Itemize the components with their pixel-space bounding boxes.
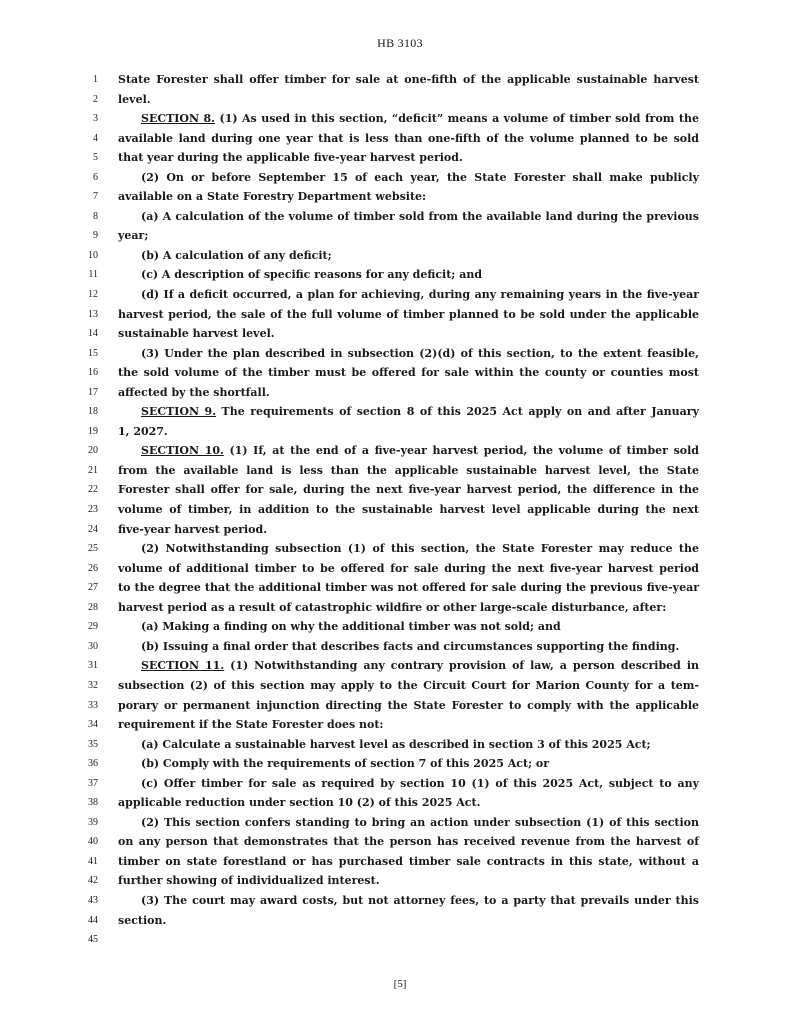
section-heading: SECTION 8. xyxy=(141,112,216,126)
line-text xyxy=(141,891,699,911)
line-text xyxy=(118,696,699,716)
line-body: available on a State Forestry Department website: xyxy=(118,190,427,204)
line-number: 21 xyxy=(88,464,98,476)
line-body: section. xyxy=(118,913,167,927)
line-text xyxy=(118,832,699,852)
line-text xyxy=(118,90,699,110)
line-number: 4 xyxy=(93,132,98,144)
document-line xyxy=(0,598,800,618)
line-number: 13 xyxy=(88,308,98,320)
line-number: 17 xyxy=(88,386,98,398)
page-header: HB 3103 xyxy=(377,36,423,50)
line-number: 35 xyxy=(88,738,98,750)
line-body: timber on state forestland or has purchased timber sale contracts in this state, without a xyxy=(118,854,699,868)
line-text xyxy=(141,285,699,305)
line-number: 9 xyxy=(93,230,98,242)
line-text xyxy=(141,754,699,774)
document-line xyxy=(0,793,800,813)
document-line xyxy=(0,754,800,774)
line-number: 44 xyxy=(88,914,98,926)
line-text xyxy=(118,129,699,149)
line-number: 37 xyxy=(88,777,98,789)
line-number: 25 xyxy=(88,543,98,555)
line-text xyxy=(118,480,699,500)
line-text xyxy=(118,422,699,442)
line-text xyxy=(141,402,699,422)
line-text xyxy=(141,813,699,833)
document-line xyxy=(0,226,800,246)
line-body: (2) Notwithstanding subsection (1) of this section, the State Forester may reduce the xyxy=(141,542,699,556)
line-body: (b) A calculation of any deficit; xyxy=(141,248,332,262)
line-text xyxy=(141,637,699,657)
document-line xyxy=(0,207,800,227)
line-text xyxy=(118,363,699,383)
document-line xyxy=(0,930,800,950)
line-body: harvest period as a result of catastrophic wildfire or other large-scale disturbance, after: xyxy=(118,600,667,614)
line-number: 43 xyxy=(88,894,98,906)
document-line xyxy=(0,735,800,755)
line-number: 34 xyxy=(88,719,98,731)
line-number: 14 xyxy=(88,328,98,340)
line-body: (2) On or before September 15 of each year, the State Forester shall make publicly xyxy=(141,170,699,184)
line-text xyxy=(141,344,699,364)
line-body: five-year harvest period. xyxy=(118,522,268,536)
line-text xyxy=(141,246,699,266)
line-text xyxy=(118,715,699,735)
document-line xyxy=(0,246,800,266)
document-line xyxy=(0,324,800,344)
line-body: State Forester shall offer timber for sale at one-fifth of the applicable sustainable harvest xyxy=(118,73,699,86)
line-body: 1, 2027. xyxy=(118,424,168,438)
document-line xyxy=(0,422,800,442)
line-text xyxy=(118,383,699,403)
line-text xyxy=(141,265,699,285)
line-text xyxy=(141,735,699,755)
line-number: 12 xyxy=(88,289,98,301)
document-line xyxy=(0,90,800,110)
line-text xyxy=(118,187,699,207)
line-text xyxy=(118,578,699,598)
line-text xyxy=(118,676,699,696)
line-number: 45 xyxy=(88,934,98,946)
document-line xyxy=(0,871,800,891)
line-number: 15 xyxy=(88,347,98,359)
line-number: 26 xyxy=(88,562,98,574)
line-body: (d) If a deficit occurred, a plan for achieving, during any remaining years in the five-year xyxy=(141,288,699,302)
line-number: 39 xyxy=(88,816,98,828)
line-body: on any person that demonstrates that the person has received revenue from the harvest of xyxy=(118,835,699,849)
document-line xyxy=(0,70,800,90)
line-number: 23 xyxy=(88,504,98,516)
line-body: (1) If, at the end of a five-year harvest period, the volume of timber sold xyxy=(223,444,699,458)
document-line xyxy=(0,363,800,383)
line-number: 42 xyxy=(88,875,98,887)
line-body: that year during the applicable five-year harvest period. xyxy=(118,151,463,165)
line-text xyxy=(118,871,699,891)
line-text xyxy=(118,598,699,618)
document-body xyxy=(0,70,800,950)
line-body: further showing of individualized interest. xyxy=(118,874,380,888)
line-number: 22 xyxy=(88,484,98,496)
document-line xyxy=(0,148,800,168)
line-text xyxy=(118,793,699,813)
line-text xyxy=(118,911,699,931)
line-text xyxy=(118,70,699,90)
line-number: 8 xyxy=(93,210,98,222)
document-line xyxy=(0,852,800,872)
line-text xyxy=(118,559,699,579)
line-number: 3 xyxy=(93,113,98,125)
document-line xyxy=(0,383,800,403)
document-line xyxy=(0,265,800,285)
line-body: applicable reduction under section 10 (2) of this 2025 Act. xyxy=(118,796,481,810)
line-body: (2) This section confers standing to bring an action under subsection (1) of this section xyxy=(141,815,699,829)
document-line xyxy=(0,656,800,676)
line-number: 20 xyxy=(88,445,98,457)
line-text xyxy=(141,617,699,637)
line-number: 29 xyxy=(88,621,98,633)
line-body: (a) Calculate a sustainable harvest level as described in section 3 of this 2025 Act; xyxy=(141,737,651,751)
line-number: 28 xyxy=(88,601,98,613)
line-body: affected by the shortfall. xyxy=(118,385,270,399)
document-line xyxy=(0,813,800,833)
document-line xyxy=(0,676,800,696)
line-number: 30 xyxy=(88,640,98,652)
line-body: (3) The court may award costs, but not attorney fees, to a party that prevails under this xyxy=(141,893,699,907)
section-heading: SECTION 9. xyxy=(141,405,217,419)
line-body: (1) Notwithstanding any contrary provision of law, a person described in xyxy=(224,659,699,673)
line-number: 1 xyxy=(93,74,98,85)
line-body: available land during one year that is less than one-fifth of the volume planned to be sold xyxy=(118,131,699,145)
document-line xyxy=(0,539,800,559)
line-number: 16 xyxy=(88,367,98,379)
line-body: (b) Comply with the requirements of section 7 of this 2025 Act; or xyxy=(141,757,550,771)
line-text xyxy=(118,226,699,246)
line-text xyxy=(141,774,699,794)
line-text xyxy=(118,500,699,520)
line-text xyxy=(118,148,699,168)
document-line xyxy=(0,344,800,364)
line-number: 2 xyxy=(93,93,98,105)
line-text xyxy=(118,520,699,540)
line-number: 11 xyxy=(88,269,98,281)
line-body: subsection (2) of this section may apply to the Circuit Court for Marion County for a tem- xyxy=(118,678,699,692)
line-body: level. xyxy=(118,92,151,106)
document-line xyxy=(0,617,800,637)
document-line xyxy=(0,305,800,325)
section-heading: SECTION 10. xyxy=(141,444,224,458)
line-number: 19 xyxy=(88,425,98,437)
document-line xyxy=(0,637,800,657)
line-number: 38 xyxy=(88,797,98,809)
line-number: 32 xyxy=(88,679,98,691)
document-line xyxy=(0,696,800,716)
document-line xyxy=(0,911,800,931)
section-heading: SECTION 11. xyxy=(141,659,225,673)
line-body: (c) Offer timber for sale as required by section 10 (1) of this 2025 Act, subject to any xyxy=(141,776,699,790)
line-text xyxy=(141,656,699,676)
line-number: 24 xyxy=(88,523,98,535)
document-line xyxy=(0,109,800,129)
line-text xyxy=(141,539,699,559)
line-text xyxy=(141,109,699,129)
document-line xyxy=(0,461,800,481)
line-body: requirement if the State Forester does not: xyxy=(118,718,384,732)
document-line xyxy=(0,480,800,500)
line-number: 7 xyxy=(93,191,98,203)
line-number: 40 xyxy=(88,836,98,848)
line-text xyxy=(118,305,699,325)
document-line xyxy=(0,578,800,598)
line-body: sustainable harvest level. xyxy=(118,327,275,341)
line-body: volume of additional timber to be offered for sale during the next five-year harvest period xyxy=(118,561,699,575)
document-line xyxy=(0,832,800,852)
document-line xyxy=(0,559,800,579)
line-text xyxy=(141,168,699,188)
line-body: (3) Under the plan described in subsection (2)(d) of this section, to the extent feasible, xyxy=(141,346,699,360)
line-body: year; xyxy=(118,229,149,243)
line-body: to the degree that the additional timber was not offered for sale during the previous five-year xyxy=(118,581,699,595)
line-text xyxy=(118,324,699,344)
document-line xyxy=(0,715,800,735)
line-body: (a) A calculation of the volume of timber sold from the available land during the previous xyxy=(141,209,699,223)
document-line xyxy=(0,774,800,794)
line-number: 18 xyxy=(88,406,98,418)
line-text xyxy=(118,852,699,872)
document-line xyxy=(0,891,800,911)
line-body: Forester shall offer for sale, during the next five-year harvest period, the difference in the xyxy=(118,483,699,497)
line-number: 5 xyxy=(93,152,98,164)
document-line xyxy=(0,441,800,461)
line-body: (c) A description of specific reasons for any deficit; and xyxy=(141,268,483,282)
line-text xyxy=(118,461,699,481)
line-body: (1) As used in this section, “deficit” means a volume of timber sold from the xyxy=(215,112,699,126)
line-number: 31 xyxy=(88,660,98,672)
line-number: 36 xyxy=(88,758,98,770)
line-text xyxy=(141,207,699,227)
line-body: (a) Making a finding on why the additional timber was not sold; and xyxy=(141,620,561,634)
line-body: harvest period, the sale of the full volume of timber planned to be sold under the applicable xyxy=(118,307,699,321)
document-line xyxy=(0,402,800,422)
document-line xyxy=(0,168,800,188)
line-number: 27 xyxy=(88,582,98,594)
document-line xyxy=(0,129,800,149)
document-line xyxy=(0,187,800,207)
line-body: (b) Issuing a final order that describes facts and circumstances supporting the finding. xyxy=(141,639,680,653)
line-body: The requirements of section 8 of this 2025 Act apply on and after January xyxy=(216,405,699,419)
line-body: volume of timber, in addition to the sustainable harvest level applicable during the next xyxy=(118,503,699,517)
line-text xyxy=(141,441,699,461)
document-line xyxy=(0,520,800,540)
line-number: 33 xyxy=(88,699,98,711)
line-body: porary or permanent injunction directing the State Forester to comply with the applicable xyxy=(118,698,699,712)
document-line xyxy=(0,285,800,305)
page-number: [5] xyxy=(393,978,407,990)
line-number: 10 xyxy=(88,249,98,261)
line-body: from the available land is less than the applicable sustainable harvest level, the State xyxy=(118,463,699,477)
line-body: the sold volume of the timber must be offered for sale within the county or counties most xyxy=(118,366,699,380)
line-number: 41 xyxy=(88,855,98,867)
line-number: 6 xyxy=(93,171,98,183)
document-line xyxy=(0,500,800,520)
